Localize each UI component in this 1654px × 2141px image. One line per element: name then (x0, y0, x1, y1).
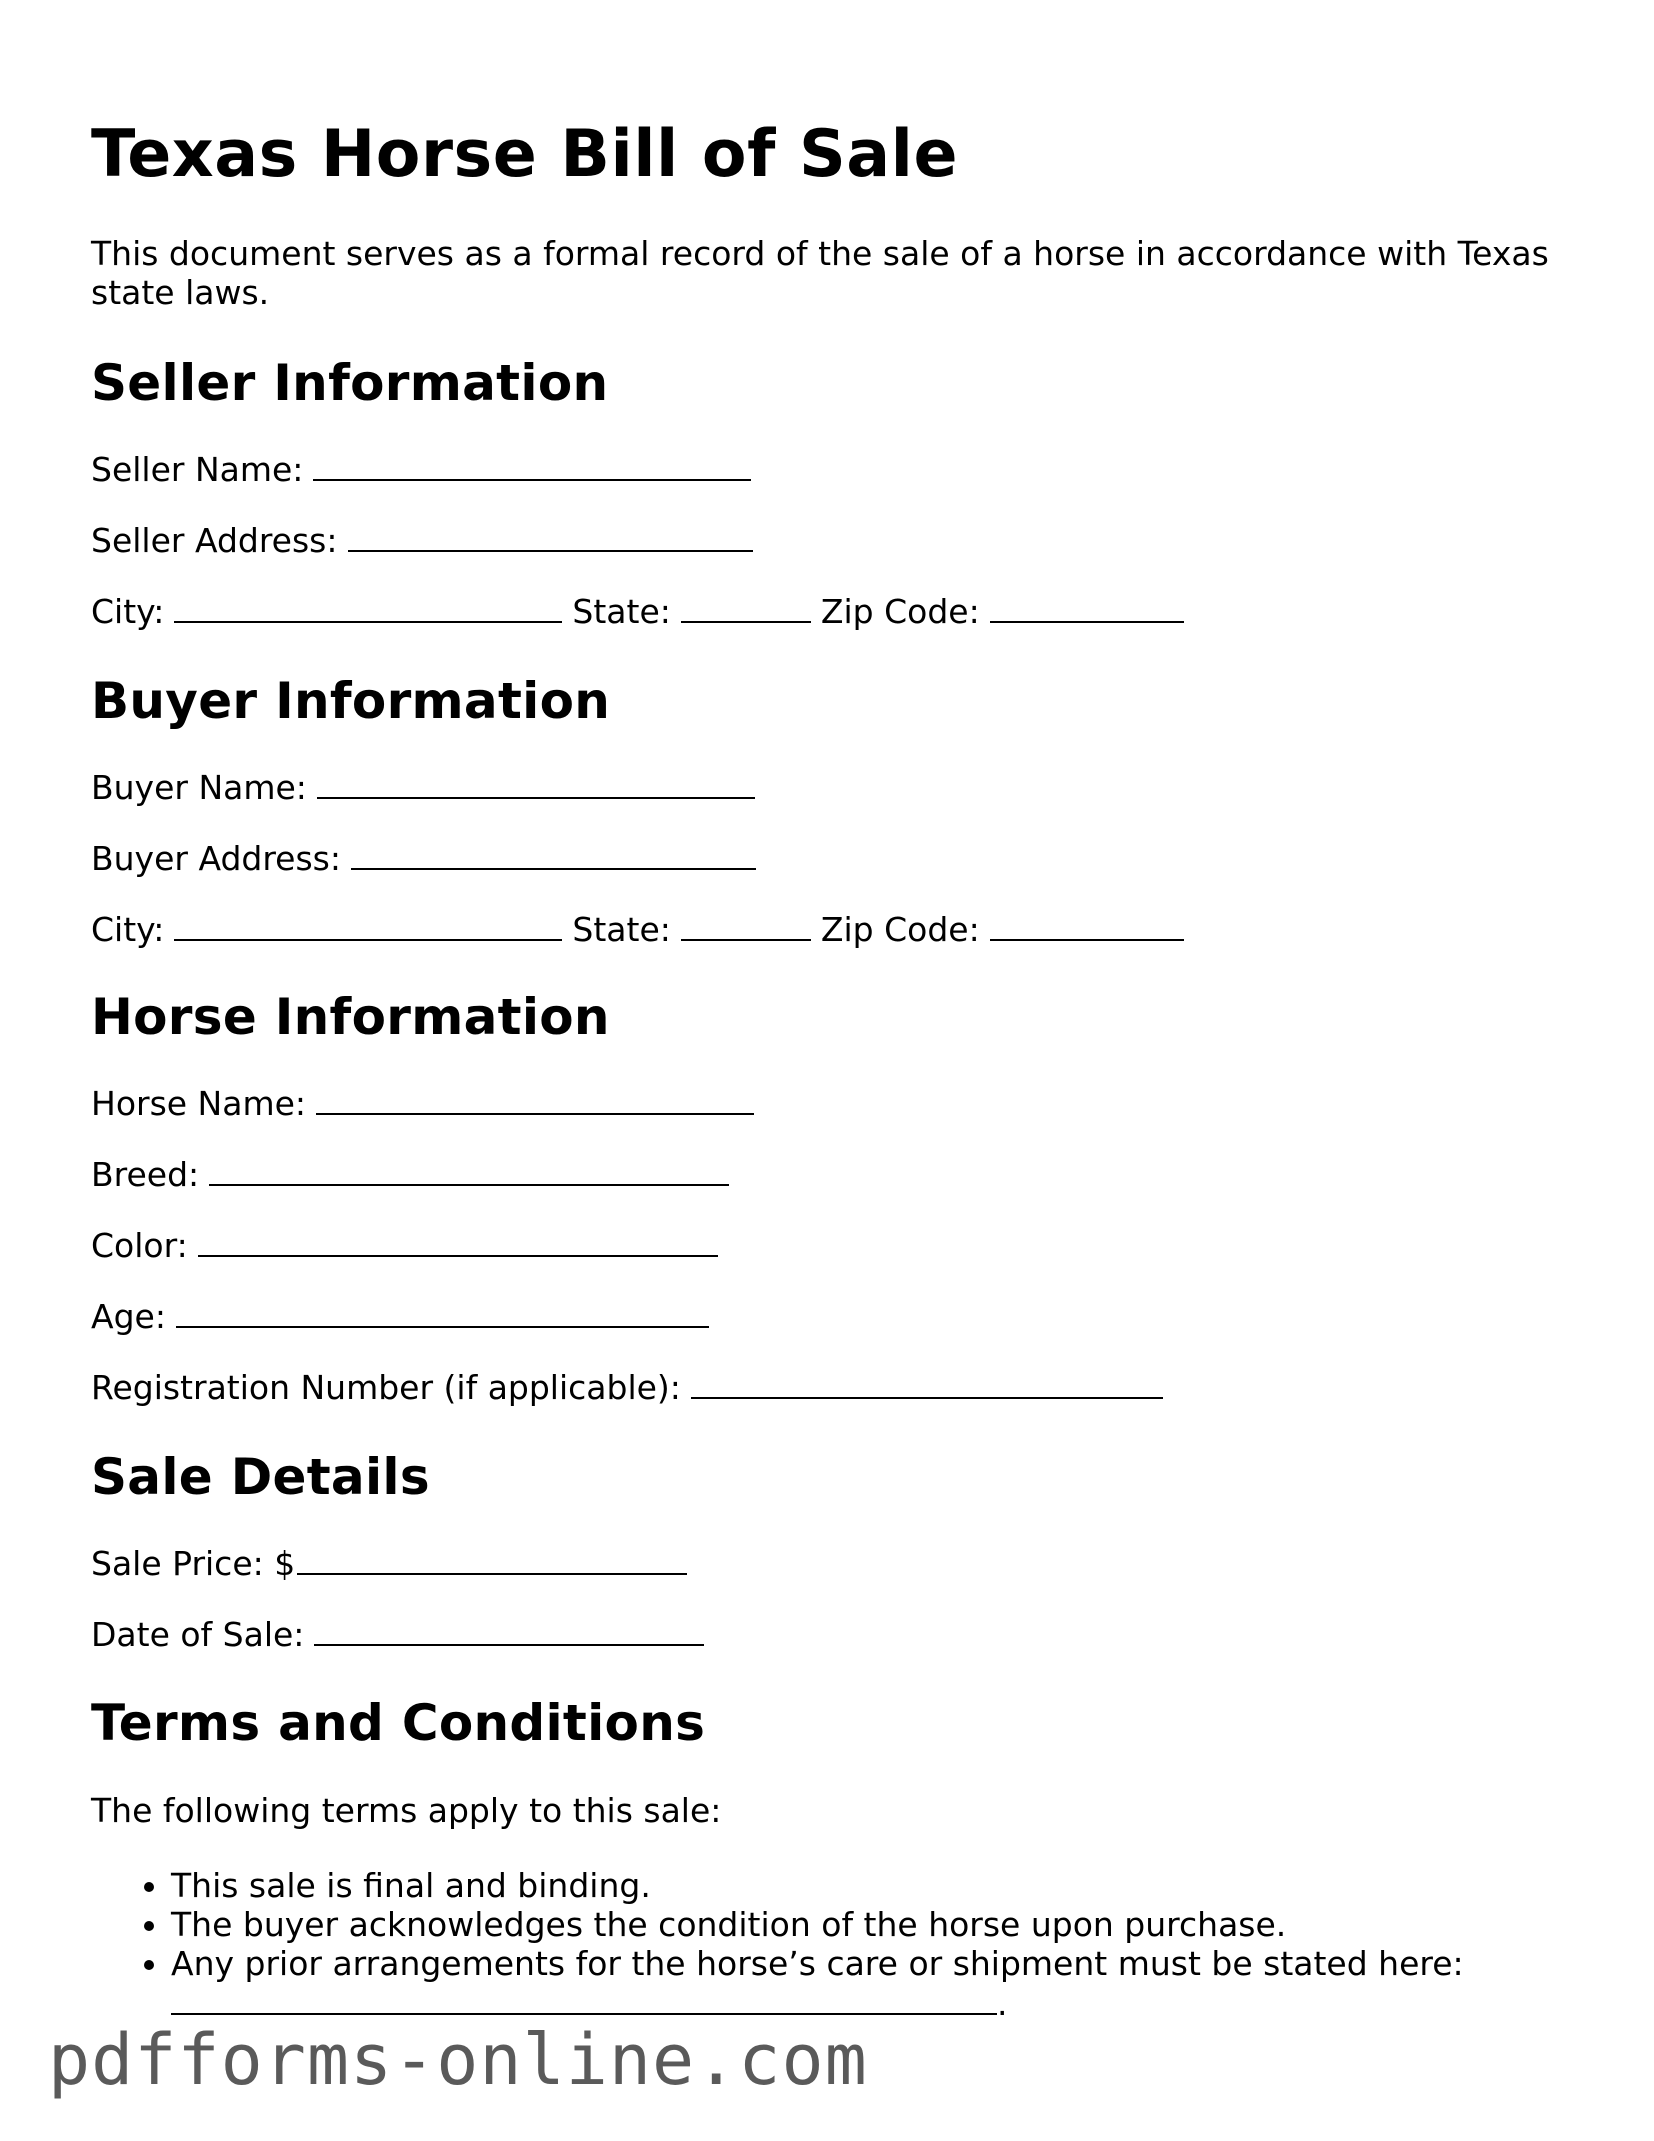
sale-date-label: Date of Sale: (91, 1615, 305, 1654)
terms-item-final: • This sale is final and binding. (171, 1866, 1571, 1905)
seller-state-label: State: (572, 592, 671, 631)
seller-city-label: City: (91, 592, 165, 631)
buyer-location-row (91, 908, 1184, 952)
buyer-address-blank[interactable] (351, 838, 756, 870)
horse-name-row (91, 1082, 754, 1126)
breed-label: Breed: (91, 1155, 200, 1194)
buyer-state-label: State: (572, 910, 671, 949)
sale-price-row (91, 1542, 687, 1586)
seller-zip-blank[interactable] (990, 591, 1184, 623)
terms-intro: The following terms apply to this sale: (91, 1791, 722, 1830)
horse-heading: Horse Information (91, 988, 610, 1046)
arrangements-blank[interactable] (171, 1983, 997, 2015)
terms-list (91, 1866, 1571, 2023)
age-label: Age: (91, 1297, 166, 1336)
color-blank[interactable] (198, 1225, 718, 1257)
horse-name-blank[interactable] (316, 1083, 754, 1115)
terms-heading: Terms and Conditions (91, 1694, 706, 1752)
color-row (91, 1224, 718, 1268)
seller-location-row (91, 590, 1184, 634)
breed-row (91, 1153, 729, 1197)
buyer-address-label: Buyer Address: (91, 839, 341, 878)
arrangements-period: . (997, 1984, 1008, 2023)
terms-item-arrangements (171, 1944, 1571, 2023)
seller-heading: Seller Information (91, 354, 609, 412)
buyer-heading: Buyer Information (91, 672, 611, 730)
registration-row (91, 1366, 1163, 1410)
terms-item-arrangements-text: Any prior arrangements for the horse’s care or shipment must be stated here: (171, 1944, 1464, 1983)
age-row (91, 1295, 709, 1339)
sale-heading: Sale Details (91, 1448, 430, 1506)
terms-item-condition: • The buyer acknowledges the condition of the horse upon purchase. (171, 1905, 1571, 1944)
color-label: Color: (91, 1226, 188, 1265)
registration-label: Registration Number (if applicable): (91, 1368, 681, 1407)
seller-name-blank[interactable] (313, 449, 751, 481)
breed-blank[interactable] (209, 1154, 729, 1186)
buyer-zip-label: Zip Code: (820, 910, 980, 949)
seller-city-blank[interactable] (174, 591, 562, 623)
seller-name-label: Seller Name: (91, 450, 304, 489)
seller-address-blank[interactable] (348, 520, 753, 552)
buyer-city-blank[interactable] (174, 909, 562, 941)
seller-address-label: Seller Address: (91, 521, 338, 560)
intro-paragraph: This document serves as a formal record of the sale of a horse in accordance with Texas state laws. (91, 234, 1549, 312)
sale-date-blank[interactable] (314, 1614, 704, 1646)
buyer-state-blank[interactable] (681, 909, 811, 941)
age-blank[interactable] (176, 1296, 709, 1328)
buyer-city-label: City: (91, 910, 165, 949)
buyer-name-blank[interactable] (317, 767, 755, 799)
horse-name-label: Horse Name: (91, 1084, 307, 1123)
buyer-zip-blank[interactable] (990, 909, 1184, 941)
sale-price-blank[interactable] (297, 1543, 687, 1575)
seller-address-row (91, 519, 753, 563)
seller-name-row (91, 448, 751, 492)
registration-blank[interactable] (691, 1367, 1163, 1399)
buyer-name-label: Buyer Name: (91, 768, 307, 807)
sale-date-row (91, 1613, 704, 1657)
seller-zip-label: Zip Code: (820, 592, 980, 631)
sale-price-label: Sale Price: $ (91, 1544, 296, 1583)
seller-state-blank[interactable] (681, 591, 811, 623)
watermark: pdfforms-online.com (48, 2019, 868, 2101)
buyer-name-row (91, 766, 755, 810)
document-title: Texas Horse Bill of Sale (91, 117, 959, 192)
buyer-address-row (91, 837, 756, 881)
